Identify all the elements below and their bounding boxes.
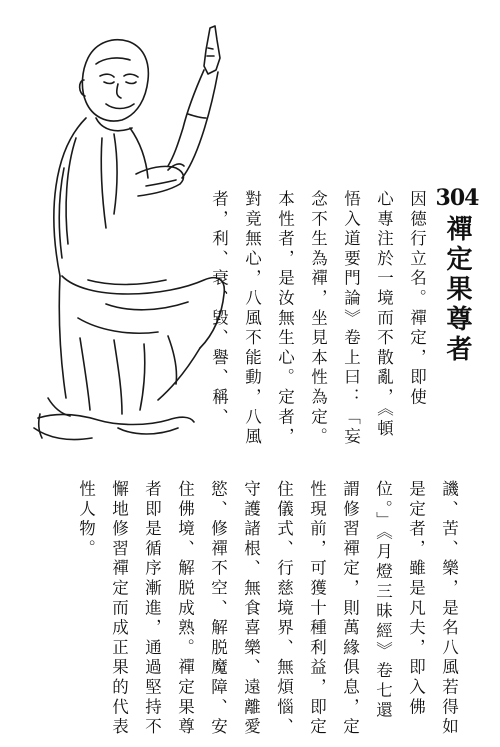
text-column-lower-5: 性現前，可獲十種利益，即定 <box>307 480 327 738</box>
text-column-lower-2: 是定者，雖是凡夫，即入佛 <box>406 480 426 718</box>
text-column-lower-12: 性人物。 <box>76 480 96 560</box>
title-name: 禪定果尊者 <box>442 215 472 365</box>
text-column-lower-11: 懈地修習禪定而成正果的代表 <box>109 480 129 738</box>
text-column-upper-7: 者，利、衰、毀、譽、稱、 <box>209 190 229 428</box>
arhat-illustration <box>18 18 233 458</box>
text-column-lower-1: 譏、苦、樂，是名八風若得如 <box>439 480 459 738</box>
title-number: 304 <box>435 185 479 211</box>
text-column-lower-9: 住佛境、解脱成熟。禪定果尊 <box>175 480 195 738</box>
text-column-upper-5: 本性者，是汝無生心。定者， <box>275 190 295 448</box>
text-column-lower-10: 者即是循序漸進，通過堅持不 <box>142 480 162 738</box>
text-column-upper-1: 因德行立名。禪定，即使 <box>407 190 427 408</box>
title-block <box>435 185 479 365</box>
text-column-upper-4: 念不生為禪，坐見本性為定。 <box>308 190 328 448</box>
text-column-upper-2: 心專注於一境而不散亂，《頓 <box>374 190 394 440</box>
text-column-lower-6: 住儀式、行慈境界、無煩惱、 <box>274 480 294 738</box>
text-column-upper-6: 對竟無心，八風不能動，八風 <box>242 190 262 448</box>
text-column-lower-7: 守護諸根、無食喜樂、遠離愛 <box>241 480 261 738</box>
text-column-lower-3: 位。」《月燈三昧經》卷七還 <box>373 480 393 721</box>
text-column-lower-4: 謂修習禪定，則萬緣俱息，定 <box>340 480 360 738</box>
text-column-lower-8: 慾、修禪不空、解脱魔障、安 <box>208 480 228 738</box>
text-column-upper-3: 悟入道要門論》卷上曰：「妄 <box>341 190 361 448</box>
